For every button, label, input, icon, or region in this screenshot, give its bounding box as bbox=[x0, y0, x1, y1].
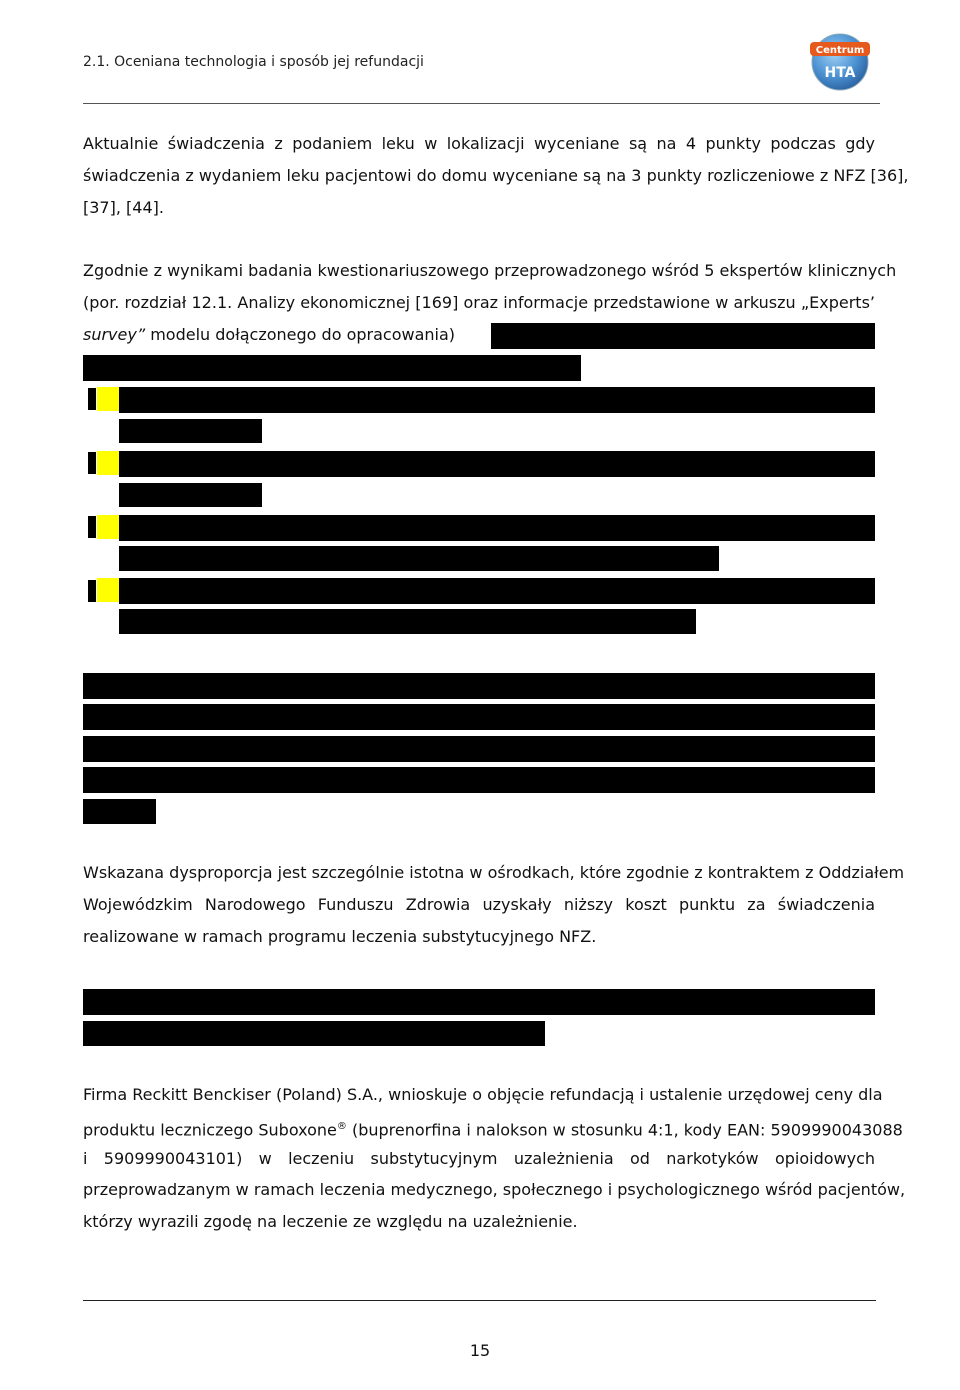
redacted-bullet bbox=[88, 452, 96, 474]
para2-line2: (por. rozdział 12.1. Analizy ekonomicznej [169] oraz informacje przedstawione w arkuszu „Experts’ bbox=[83, 293, 875, 312]
highlight-marker bbox=[97, 451, 119, 475]
para4-line2-b: (buprenorfina i nalokson w stosunku 4:1, kody EAN: 5909990043088 bbox=[346, 1120, 903, 1140]
highlight-marker bbox=[97, 387, 119, 411]
para3-line2: Wojewódzkim Narodowego Funduszu Zdrowia uzyskały niższy koszt punktu za świadczenia bbox=[83, 895, 875, 914]
redaction-block bbox=[119, 451, 875, 477]
highlight-marker bbox=[97, 578, 119, 602]
footer-divider bbox=[83, 1300, 876, 1301]
para4-line4: przeprowadzanym w ramach leczenia medycznego, społecznego i psychologicznego wśród pacjentów, bbox=[83, 1180, 906, 1199]
para2-line1: Zgodnie z wynikami badania kwestionariuszowego przeprowadzonego wśród 5 ekspertów klinicznych bbox=[83, 261, 897, 280]
redacted-bullet bbox=[88, 516, 96, 538]
redaction-block bbox=[119, 546, 719, 571]
para4-line2 bbox=[83, 1116, 903, 1141]
para4-line1: Firma Reckitt Benckiser (Poland) S.A., wnioskuje o objęcie refundacją i ustalenie urzędowej ceny dla bbox=[83, 1085, 883, 1104]
logo-top-text: Centrum bbox=[815, 45, 865, 56]
redaction-block bbox=[83, 704, 875, 730]
redacted-bullet bbox=[88, 580, 96, 602]
para4-line3: i 5909990043101) w leczeniu substytucyjnym uzależnienia od narkotyków opioidowych bbox=[83, 1149, 875, 1168]
redaction-block bbox=[83, 989, 875, 1015]
para1-line3: [37], [44]. bbox=[83, 198, 164, 217]
para3-line1: Wskazana dysproporcja jest szczególnie istotna w ośrodkach, które zgodnie z kontraktem z Oddziałem bbox=[83, 863, 905, 882]
redaction-block bbox=[83, 355, 581, 381]
redaction-block bbox=[83, 673, 875, 699]
para4-line5: którzy wyrazili zgodę na leczenie ze względu na uzależnienie. bbox=[83, 1212, 578, 1231]
redacted-bullet bbox=[88, 388, 96, 410]
para2-line3-rest: modelu dołączonego do opracowania) bbox=[145, 325, 456, 344]
para2-line3 bbox=[83, 324, 455, 346]
redaction-block bbox=[83, 736, 875, 762]
logo-bottom-text: HTA bbox=[824, 65, 856, 81]
redaction-block bbox=[119, 419, 262, 443]
registered-mark: ® bbox=[336, 1121, 347, 1132]
header-divider bbox=[83, 103, 880, 104]
redaction-block bbox=[119, 609, 696, 634]
centrum-hta-logo bbox=[806, 33, 874, 91]
para1-line1: Aktualnie świadczenia z podaniem leku w lokalizacji wyceniane są na 4 punkty podczas gdy bbox=[83, 134, 875, 153]
redaction-block bbox=[83, 767, 875, 793]
redaction-block bbox=[119, 515, 875, 541]
redaction-block bbox=[83, 799, 156, 824]
para3-line3: realizowane w ramach programu leczenia substytucyjnego NFZ. bbox=[83, 927, 597, 946]
para1-line2: świadczenia z wydaniem leku pacjentowi do domu wyceniane są na 3 punkty rozliczeniowe z NFZ [36], bbox=[83, 166, 909, 185]
redaction-block bbox=[119, 578, 875, 604]
redaction-block bbox=[491, 323, 875, 349]
redaction-block bbox=[83, 1021, 545, 1046]
header-section-title: 2.1. Oceniana technologia i sposób jej refundacji bbox=[83, 54, 424, 70]
highlight-marker bbox=[97, 515, 119, 539]
redaction-block bbox=[119, 483, 262, 507]
para4-line2-a: produktu leczniczego Suboxone bbox=[83, 1120, 337, 1140]
redaction-block bbox=[119, 387, 875, 413]
page-number: 15 bbox=[469, 1341, 491, 1360]
para2-line3-italic: survey” bbox=[83, 325, 146, 344]
